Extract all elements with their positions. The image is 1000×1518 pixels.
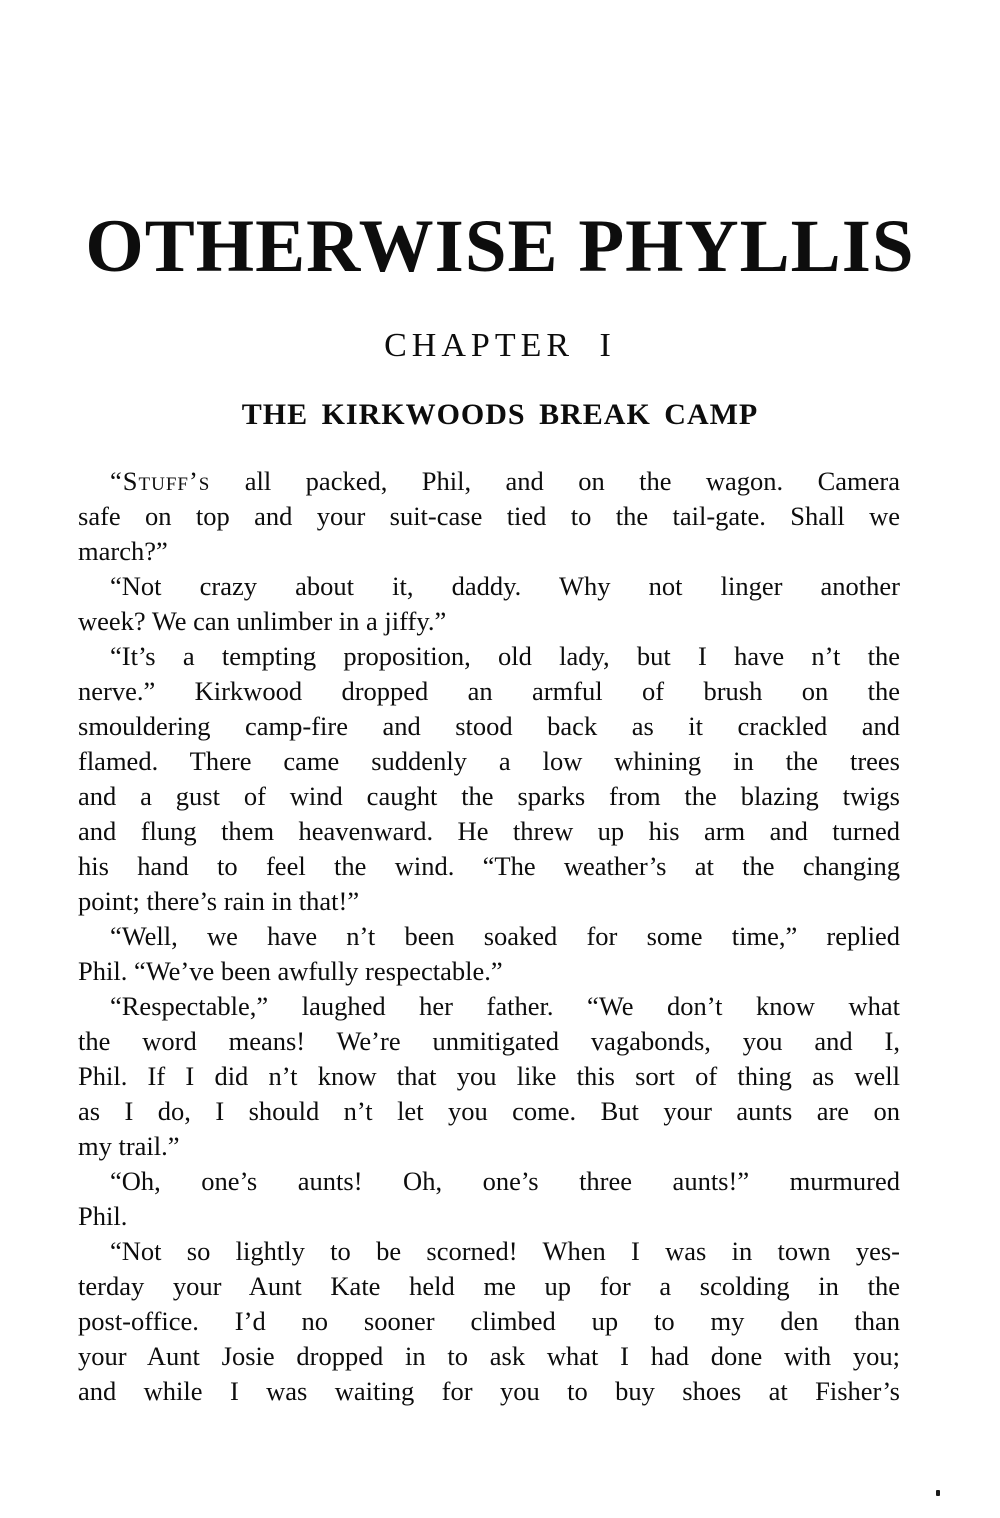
section-heading: THE KIRKWOODS BREAK CAMP — [241, 398, 759, 431]
chapter-heading: CHAPTER I — [384, 327, 616, 364]
paragraph — [78, 639, 900, 919]
text-line: “Respectable,” laughed her father. “We don’t know what — [110, 991, 900, 1021]
text-line: your Aunt Josie dropped in to ask what I had done with you; — [78, 1341, 900, 1371]
text-line: “Oh, one’s aunts! Oh, one’s three aunts!” murmured — [110, 1166, 900, 1196]
text-line: march?” — [78, 536, 168, 566]
text-line: “It’s a tempting proposition, old lady, but I have n’t the — [110, 641, 900, 671]
text-line: safe on top and your suit-case tied to the tail-gate. Shall we — [78, 501, 900, 531]
text-line: post-office. I’d no sooner climbed up to my den than — [78, 1306, 900, 1336]
scan-speck-artifact — [936, 1490, 940, 1496]
book-title: OTHERWISE PHYLLIS — [85, 205, 915, 288]
text-line: “Well, we have n’t been soaked for some time,” replied — [110, 921, 900, 951]
text-line: and a gust of wind caught the sparks from the blazing twigs — [78, 781, 900, 811]
smallcaps-lead-word: “Stuff’s — [110, 466, 211, 496]
text-line: “Not crazy about it, daddy. Why not linger another — [110, 571, 900, 601]
text-line: as I do, I should n’t let you come. But your aunts are on — [78, 1096, 900, 1126]
text-line: Phil. If I did n’t know that you like this sort of thing as well — [78, 1061, 900, 1091]
text-line: flamed. There came suddenly a low whining in the trees — [78, 746, 900, 776]
text-line: smouldering camp-fire and stood back as it crackled and — [78, 711, 900, 741]
text-line: terday your Aunt Kate held me up for a scolding in the — [78, 1271, 900, 1301]
paragraph — [78, 919, 900, 989]
paragraph — [78, 464, 900, 569]
text-line: “Not so lightly to be scorned! When I was in town yes- — [110, 1236, 900, 1266]
text-line: Phil. — [78, 1201, 128, 1231]
text-line: my trail.” — [78, 1131, 180, 1161]
text-line — [78, 464, 900, 499]
text-line: week? We can unlimber in a jiffy.” — [78, 606, 447, 636]
text-line: and flung them heavenward. He threw up his arm and turned — [78, 816, 900, 846]
paragraph — [78, 1234, 900, 1409]
paragraph — [78, 1164, 900, 1234]
paragraph — [78, 569, 900, 639]
text-line: Phil. “We’ve been awfully respectable.” — [78, 956, 503, 986]
text-line: nerve.” Kirkwood dropped an armful of brush on the — [78, 676, 900, 706]
body-text — [78, 464, 900, 1409]
text-line: his hand to feel the wind. “The weather’s at the changing — [78, 851, 900, 881]
text-line: point; there’s rain in that!” — [78, 886, 360, 916]
paragraph — [78, 989, 900, 1164]
text-line: and while I was waiting for you to buy shoes at Fisher’s — [78, 1376, 900, 1406]
lead-line-rest: all packed, Phil, and on the wagon. Camera — [210, 466, 900, 496]
text-line: the word means! We’re unmitigated vagabonds, you and I, — [78, 1026, 900, 1056]
